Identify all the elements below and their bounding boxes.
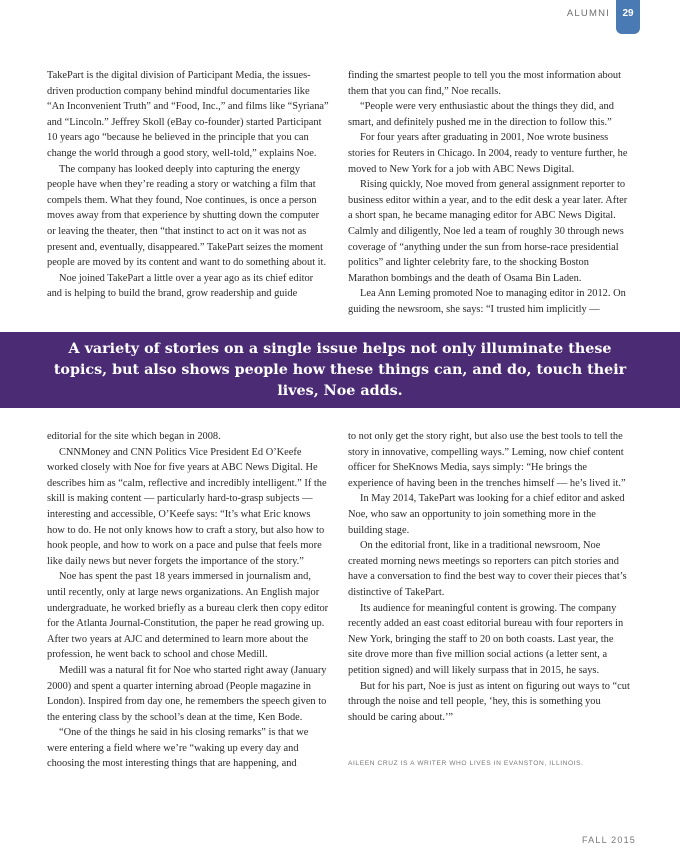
paragraph: editorial for the site which began in 2008.: [47, 431, 221, 442]
paragraph: Rising quickly, Noe moved from general assignment reporter to business editor within a year, and to the edit desk a year later. After a short span, he became managing editor for ABC News Digital. Calmly and diligently, Noe led a team of roughly 30 through news coverage of “anything under the sun from horse-race presidential politics” and lighter celebrity fare, to the shocking Boston Marathon bombings and the death of Osama Bin Laden.: [348, 179, 628, 284]
issue-label: FALL 2015: [581, 835, 636, 845]
paragraph: On the editorial front, like in a traditional newsroom, Noe created morning news meetings so reporters can pitch stories and have a conversation to find the best way to cover their pieces that’s distinctive of TakePart.: [348, 540, 627, 598]
column-right-top: [348, 68, 630, 318]
paragraph: In May 2014, TakePart was looking for a chief editor and asked Noe, who saw an opportunity to join something more in the building stage.: [348, 493, 625, 536]
paragraph: “One of the things he said in his closing remarks” is that we were entering a field where we’re “waking up every day and choosing the most interesting things that are happening, and: [47, 727, 309, 770]
paragraph: The company has looked deeply into capturing the energy people have when they’re reading a story or watching a film that compels them. What they found, Noe continues, is once a person moves away from that experience by shutting down the computer or leaving the theater, then “that instinct to act on it was not as present and, eventually, disappeared.” TakePart seizes the moment people are moved by its content and want to do something about it.: [47, 163, 327, 269]
paragraph: Noe has spent the past 18 years immersed in journalism and, until recently, only at large news organizations. An English major undergraduate, he worked briefly as a bureau clerk then copy editor for the Atlanta Journal-Constitution, the paper he read growing up. After two years at AJC and determined to learn more about the profession, he went back to school and chose Medill.: [47, 571, 329, 661]
paragraph: Lea Ann Leming promoted Noe to managing editor in 2012. On guiding the newsroom, she says: “I trusted him implicitly —: [348, 288, 626, 315]
paragraph: Noe joined TakePart a little over a year ago as its chief editor and is helping to build the brand, grow readership and guide: [47, 272, 314, 300]
paragraph: For four years after graduating in 2001, Noe wrote business stories for Reuters in Chicago. In 2004, ready to venture further, he moved to New York for a job with ABC News Digital.: [348, 132, 628, 175]
paragraph: Medill was a natural fit for Noe who started right away (January 2000) and spent a quarter interning abroad (People magazine in London). Inspired from day one, he remembers the speech given to the entering class by the school’s dean at the time, Ken Bode.: [47, 664, 327, 723]
pull-quote-banner: [0, 332, 680, 408]
paragraph: CNNMoney and CNN Politics Vice President Ed O’Keefe worked closely with Noe for five years at ABC News Digital. He describes him as “calm, reflective and incredibly intelligent.” If the skill is making content — particularly hard-to-grasp subjects — interesting and accessible, O’Keefe says: “It’s what Eric knows how to do. He not only knows how to craft a story, but also how to hook people, and how to work on a pace and pulse that feels more like daily news but never forgets the importance of the story.”: [47, 446, 327, 567]
paragraph: But for his part, Noe is just as intent on figuring out ways to “cut through the noise and tell people, ‘hey, this is something you should be caring about.’”: [348, 680, 630, 723]
paragraph: to not only get the story right, but also use the best tools to tell the story in innovative, compelling ways.” Leming, now chief content officer for SheKnows Media, says simply: “He brings the experience of having been in the trenches himself — he’s lived it.”: [348, 431, 626, 489]
section-label: ALUMNI: [566, 8, 610, 19]
paragraph: finding the smartest people to tell you the most information about them that you can find,” Noe recalls.: [348, 70, 621, 97]
pull-quote-text: A variety of stories on a single issue helps not only illuminate these topics, but also shows people how these things can, and do, touch their lives, Noe adds.: [53, 340, 627, 399]
column-right-bottom: [348, 429, 630, 725]
paragraph: Its audience for meaningful content is growing. The company recently added an east coast editorial bureau with four reporters in New York, bringing the staff to 20 on both coasts. Last year, the site drove more than five million social actions (a letter sent, a petition signed) and will likely surpass that in 2015, he says.: [348, 602, 624, 676]
paragraph: TakePart is the digital division of Participant Media, the issues-driven production company behind mindful documentaries like “An Inconvenient Truth” and “Food, Inc.,” and films like “Syriana” and “Lincoln.” Jeffrey Skoll (eBay co-founder) started Participant 10 years ago “because he believed in the principle that you can change the world through a good story, well-told,” explains Noe.: [47, 70, 329, 159]
page-number-tab: 29: [616, 0, 640, 34]
column-left-bottom: [47, 429, 329, 772]
column-left-top: [47, 68, 329, 302]
paragraph: “People were very enthusiastic about the things they did, and smart, and definitely pushed me in the direction to follow this.”: [348, 101, 614, 128]
author-credit: AILEEN CRUZ IS A WRITER WHO LIVES IN EVANSTON, ILLINOIS.: [348, 760, 584, 767]
